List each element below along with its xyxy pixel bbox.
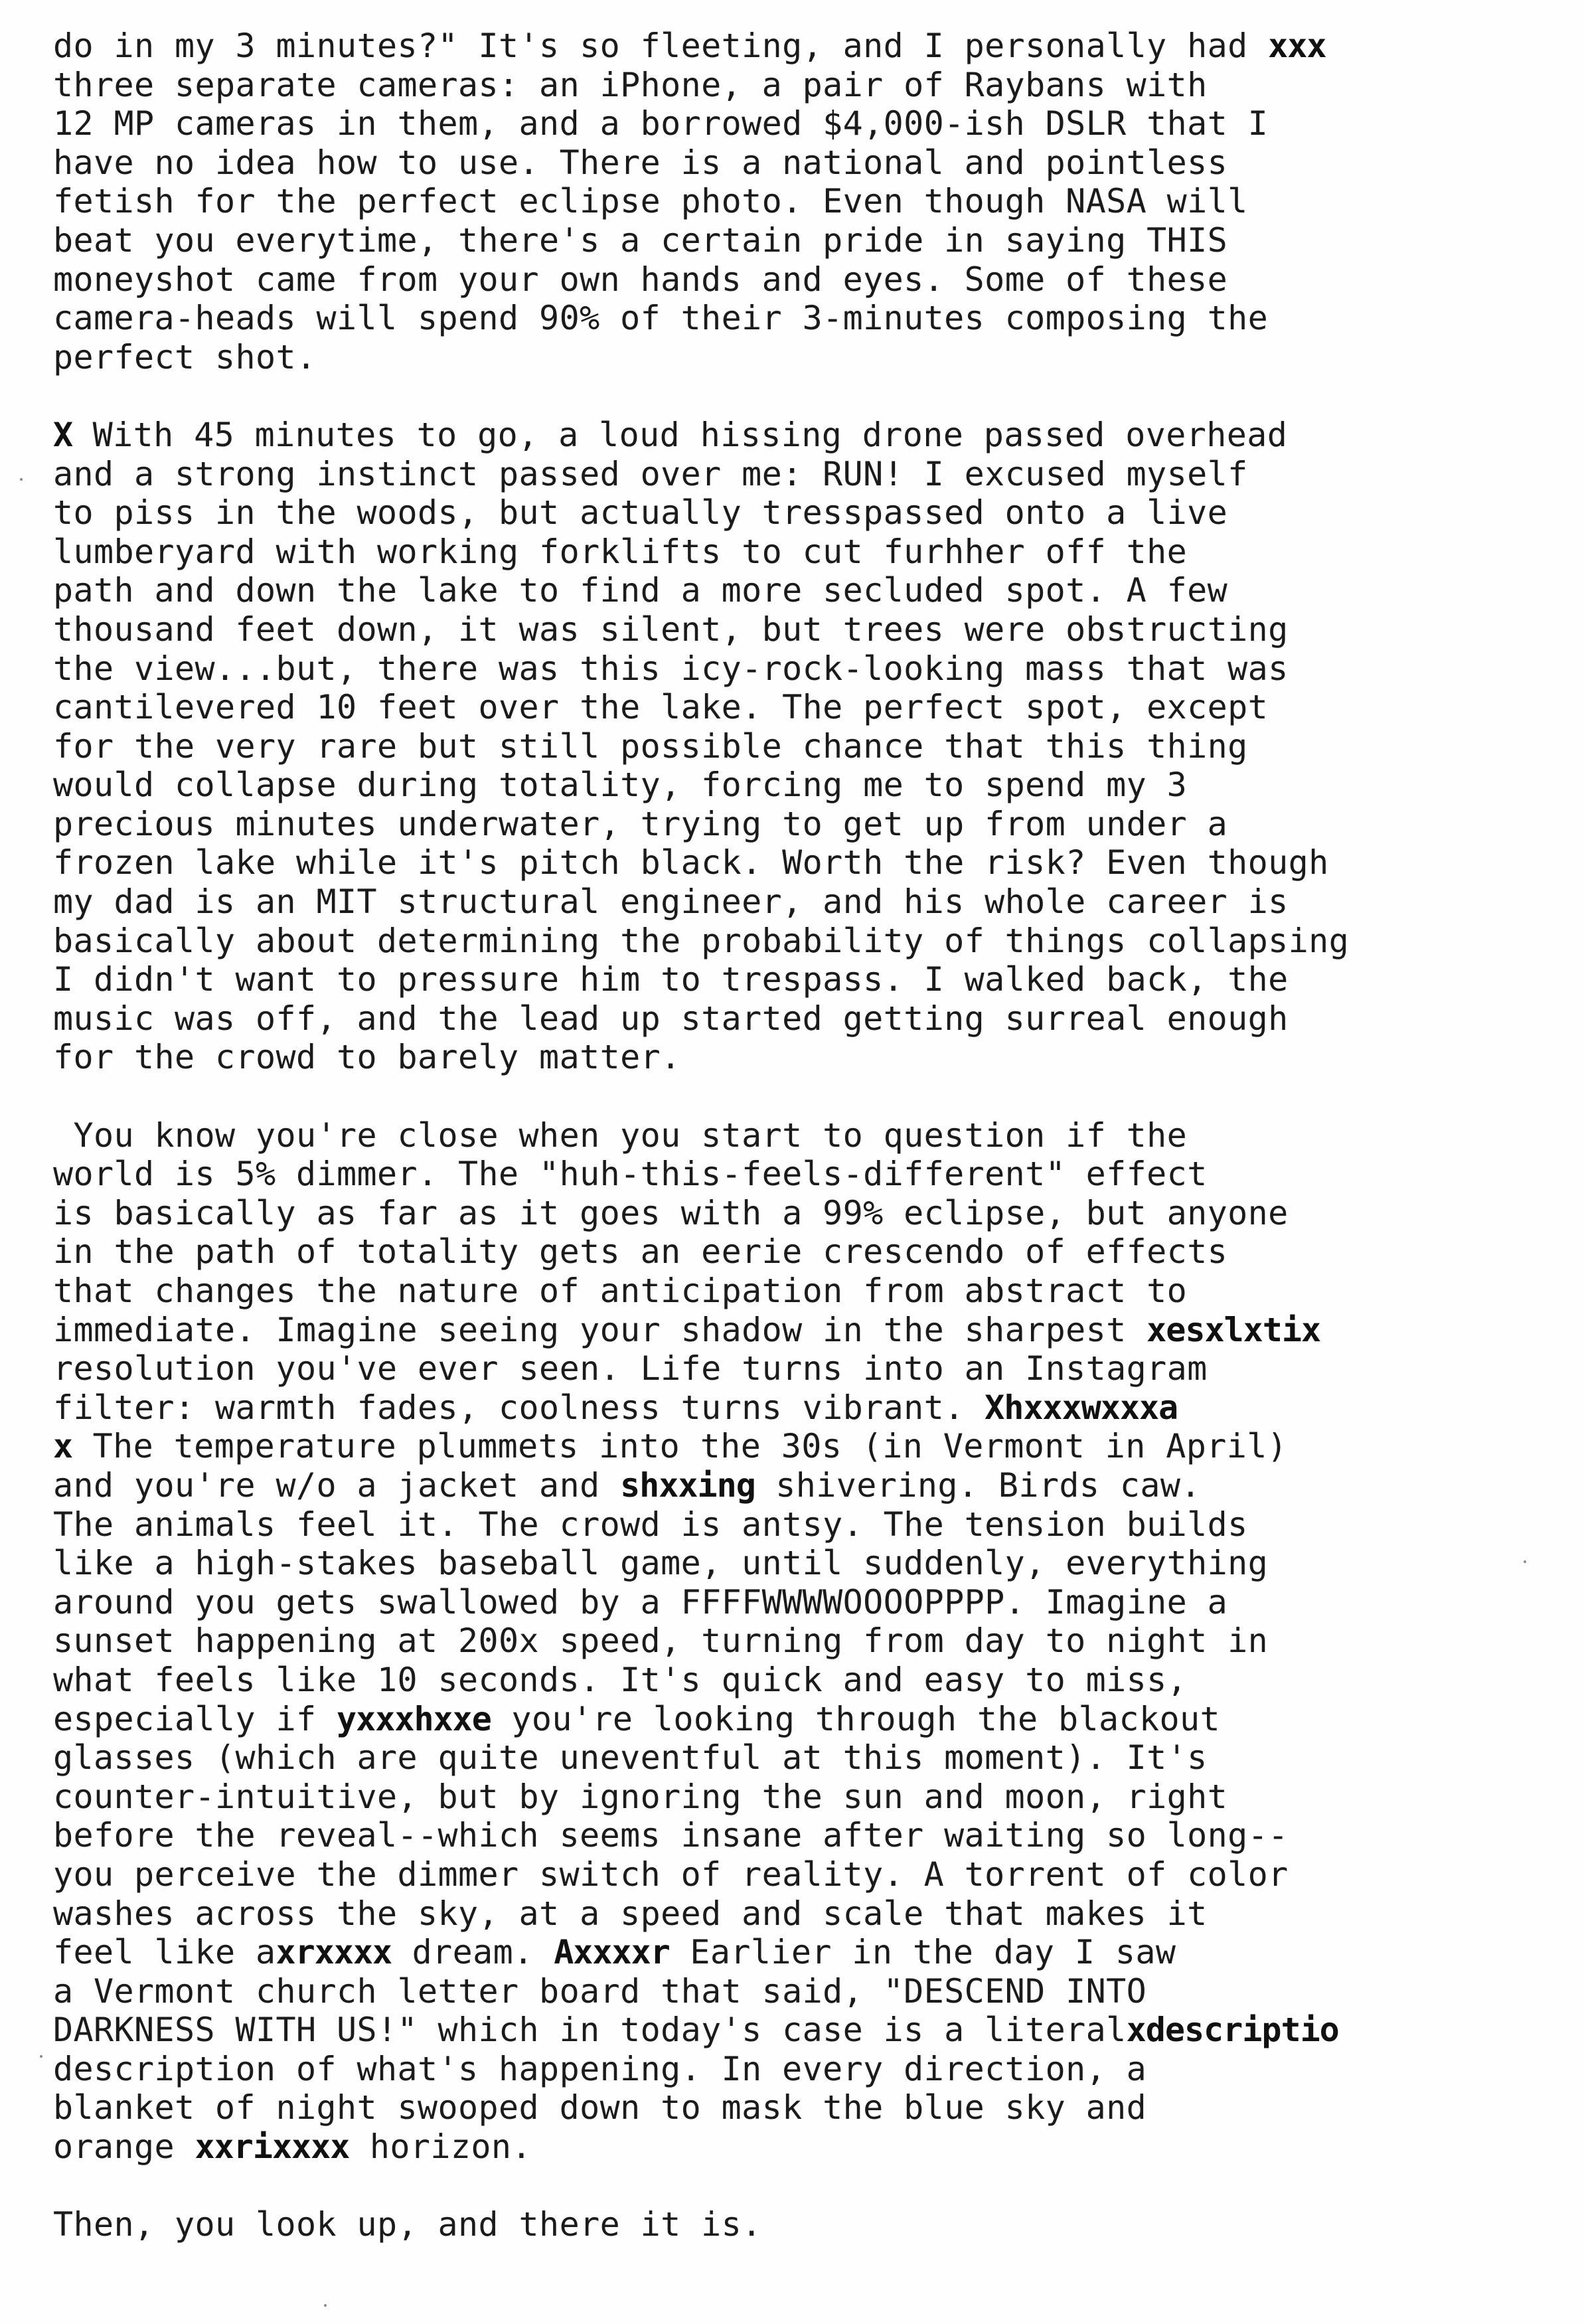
text-segment: fetish for the perfect eclipse photo. Even though NASA will [53, 182, 1248, 221]
text-line [53, 1778, 1567, 1817]
text-segment: thousand feet down, it was silent, but trees were obstructing [53, 610, 1289, 649]
text-segment: frozen lake while it's pitch black. Worth the risk? Even though [53, 843, 1329, 882]
text-line [53, 571, 1567, 610]
text-line [53, 2011, 1567, 2050]
text-segment: precious minutes underwater, trying to get up from under a [53, 804, 1228, 843]
text-segment: especially if [53, 1699, 337, 1738]
text-segment: shivering. Birds caw. [755, 1465, 1201, 1505]
ink-speck [324, 2304, 327, 2307]
struck-out-text: x [53, 1427, 73, 1466]
text-line [53, 1583, 1567, 1622]
text-segment: description of what's happening. In every direction, a [53, 2049, 1147, 2088]
struck-out-text: X [53, 415, 73, 454]
text-line [53, 1272, 1567, 1311]
paragraph-gap [53, 1077, 1567, 1116]
text-segment: world is 5% dimmer. The "huh-this-feels-different" effect [53, 1155, 1208, 1194]
text-segment: 12 MP cameras in them, and a borrowed $4,000-ish DSLR that I [53, 104, 1269, 143]
text-line [53, 922, 1567, 961]
text-line [53, 610, 1567, 649]
text-segment: The temperature plummets into the 30s (in Vermont in April) [72, 1427, 1288, 1466]
text-line [53, 1661, 1567, 1700]
text-segment: feel like a [53, 1933, 276, 1972]
text-segment: for the crowd to barely matter. [53, 1038, 681, 1077]
text-segment: path and down the lake to find a more secluded spot. A few [53, 571, 1228, 610]
text-segment: three separate cameras: an iPhone, a pair of Raybans with [53, 65, 1208, 104]
ink-speck [40, 2055, 42, 2058]
text-segment: the view...but, there was this icy-rock-looking mass that was [53, 649, 1289, 688]
text-segment: DARKNESS WITH US!" which in today's case is a literal [53, 2011, 1127, 2050]
text-line [53, 1544, 1567, 1583]
text-segment: beat you everytime, there's a certain pride in saying THIS [53, 220, 1228, 260]
text-segment: music was off, and the lead up started getting surreal enough [53, 999, 1289, 1038]
text-line [53, 182, 1567, 221]
text-segment: moneyshot came from your own hands and eyes. Some of these [53, 260, 1228, 299]
text-line [53, 1466, 1567, 1505]
text-line [53, 533, 1567, 572]
ink-speck [1524, 1560, 1526, 1563]
text-line [53, 688, 1567, 727]
struck-out-text: xxrixxxx [195, 2127, 350, 2167]
text-segment: washes across the sky, at a speed and scale that makes it [53, 1894, 1208, 1933]
text-line [53, 1038, 1567, 1077]
ink-speck [20, 478, 23, 481]
text-line [53, 1738, 1567, 1778]
text-segment: dream. [392, 1933, 554, 1972]
text-segment: sunset happening at 200x speed, turning from day to night in [53, 1621, 1269, 1661]
text-segment: Earlier in the day I saw [669, 1933, 1176, 1972]
text-line [53, 2088, 1567, 2127]
text-line [53, 260, 1567, 299]
struck-out-text: xdescriptio [1126, 2011, 1339, 2050]
text-line [53, 1894, 1567, 1934]
text-line [53, 1972, 1567, 2011]
text-line [53, 1700, 1567, 1739]
text-segment: immediate. Imagine seeing your shadow in the sharpest [53, 1310, 1147, 1349]
struck-out-text: shxxing [620, 1465, 755, 1505]
text-segment: have no idea how to use. There is a national and pointless [53, 143, 1228, 182]
text-line [53, 221, 1567, 260]
text-line [53, 1194, 1567, 1233]
text-line [53, 1116, 1567, 1155]
struck-out-text: Xhxxxwxxxa [985, 1388, 1178, 1427]
text-line [53, 727, 1567, 766]
struck-out-text: yxxxhxxe [337, 1699, 491, 1738]
text-line [53, 1388, 1567, 1428]
text-line [53, 649, 1567, 689]
text-segment: camera-heads will spend 90% of their 3-minutes composing the [53, 299, 1269, 338]
text-line [53, 805, 1567, 844]
text-line [53, 1505, 1567, 1544]
text-segment: is basically as far as it goes with a 99% eclipse, but anyone [53, 1193, 1289, 1232]
text-segment: resolution you've ever seen. Life turns into an Instagram [53, 1349, 1208, 1388]
text-line [53, 1155, 1567, 1194]
text-segment: counter-intuitive, but by ignoring the sun and moon, right [53, 1777, 1228, 1816]
text-line [53, 493, 1567, 533]
text-line [53, 455, 1567, 494]
struck-out-text: xrxxxx [276, 1933, 392, 1972]
struck-out-text: xesxlxtix [1147, 1310, 1321, 1349]
text-line [53, 1311, 1567, 1350]
text-segment: like a high-stakes baseball game, until suddenly, everything [53, 1544, 1269, 1583]
text-line [53, 999, 1567, 1038]
text-segment: horizon. [349, 2127, 532, 2167]
paragraph-gap [53, 2167, 1567, 2206]
text-line [53, 1816, 1567, 1855]
text-segment: The animals feel it. The crowd is antsy. The tension builds [53, 1505, 1248, 1544]
text-segment: filter: warmth fades, coolness turns vibrant. [53, 1388, 985, 1427]
text-line [53, 1621, 1567, 1661]
text-line [53, 960, 1567, 999]
text-line [53, 2205, 1567, 2244]
text-line [53, 1349, 1567, 1388]
text-line [53, 416, 1567, 455]
text-segment: you perceive the dimmer switch of reality. A torrent of color [53, 1855, 1289, 1894]
text-segment: would collapse during totality, forcing me to spend my 3 [53, 766, 1188, 805]
text-segment: and you're w/o a jacket and [53, 1465, 621, 1505]
text-line [53, 2050, 1567, 2089]
text-line [53, 104, 1567, 143]
text-segment: I didn't want to pressure him to trespass. I walked back, the [53, 960, 1289, 999]
text-segment: Then, you look up, and there it is. [53, 2205, 762, 2244]
text-segment: a Vermont church letter board that said, "DESCEND INTO [53, 1971, 1147, 2011]
text-segment: perfect shot. [53, 337, 317, 376]
text-line [53, 766, 1567, 805]
text-segment: to piss in the woods, but actually tresspassed onto a live [53, 493, 1228, 533]
paragraph-gap [53, 376, 1567, 416]
text-segment: and a strong instinct passed over me: RUN! I excused myself [53, 454, 1248, 493]
typewritten-text-body [53, 27, 1567, 2244]
text-line [53, 1855, 1567, 1894]
text-line [53, 143, 1567, 183]
text-segment: blanket of night swooped down to mask the blue sky and [53, 2088, 1147, 2127]
text-line [53, 299, 1567, 338]
text-segment: With 45 minutes to go, a loud hissing drone passed overhead [72, 415, 1288, 454]
text-line [53, 27, 1567, 66]
text-line [53, 338, 1567, 377]
text-segment: in the path of totality gets an eerie crescendo of effects [53, 1232, 1228, 1272]
text-segment: cantilevered 10 feet over the lake. The perfect spot, except [53, 688, 1269, 727]
text-line [53, 1933, 1567, 1972]
struck-out-text: Axxxxr [554, 1933, 670, 1972]
struck-out-text: xxx [1268, 27, 1326, 65]
text-segment: what feels like 10 seconds. It's quick and easy to miss, [53, 1660, 1188, 1699]
text-segment: lumberyard with working forklifts to cut furhher off the [53, 532, 1188, 571]
text-line [53, 66, 1567, 105]
text-segment: before the reveal--which seems insane after waiting so long-- [53, 1816, 1289, 1855]
text-segment: orange [53, 2127, 195, 2167]
text-segment: You know you're close when you start to question if the [53, 1116, 1188, 1155]
text-line [53, 843, 1567, 882]
text-segment: around you gets swallowed by a FFFFWWWWOOOOPPPP. Imagine a [53, 1582, 1228, 1621]
text-segment: do in my 3 minutes?" It's so fleeting, and I personally had [53, 27, 1269, 65]
text-line [53, 2127, 1567, 2167]
text-segment: glasses (which are quite uneventful at this moment). It's [53, 1738, 1208, 1778]
text-line [53, 1232, 1567, 1272]
text-segment: you're looking through the blackout [491, 1699, 1220, 1738]
text-segment: my dad is an MIT structural engineer, and his whole career is [53, 882, 1289, 922]
text-line [53, 1427, 1567, 1466]
text-segment: basically about determining the probability of things collapsing [53, 921, 1350, 960]
text-line [53, 882, 1567, 922]
text-segment: for the very rare but still possible chance that this thing [53, 726, 1248, 766]
text-segment: that changes the nature of anticipation from abstract to [53, 1272, 1188, 1310]
